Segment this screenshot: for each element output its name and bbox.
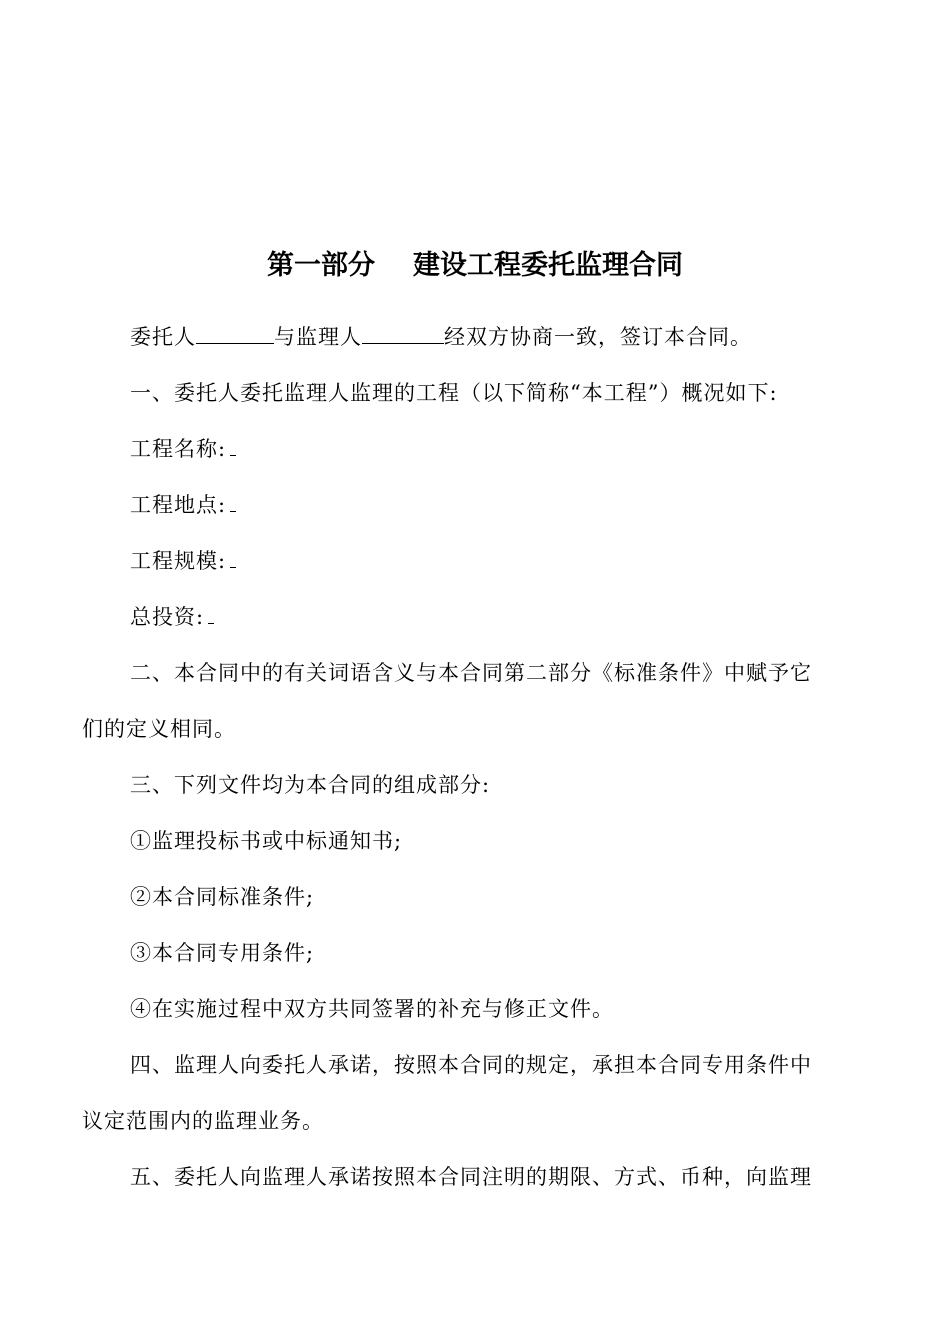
project-name-blank bbox=[230, 435, 236, 456]
clause-5-line-1: 五、委托人向监理人承诺按照本合同注明的期限、方式、币种，向监理 bbox=[130, 1165, 812, 1189]
principal-blank bbox=[196, 323, 274, 344]
supervisor-blank bbox=[362, 323, 444, 344]
clause-2-line-2: 们的定义相同。 bbox=[82, 717, 236, 741]
intro-line bbox=[130, 322, 752, 352]
total-investment-blank bbox=[208, 603, 214, 624]
clause-4-line-1: 四、监理人向委托人承诺，按照本合同的规定，承担本合同专用条件中 bbox=[130, 1053, 812, 1077]
intro-suffix: 经双方协商一致，签订本合同。 bbox=[444, 325, 752, 349]
project-location-label: 工程地点: bbox=[130, 493, 227, 517]
project-name-label: 工程名称: bbox=[130, 437, 227, 461]
project-scale-label: 工程规模: bbox=[130, 549, 227, 573]
title-main: 建设工程委托监理合同 bbox=[413, 250, 683, 281]
field-project-scale bbox=[130, 546, 236, 576]
list-item: ③本合同专用条件; bbox=[130, 941, 315, 965]
list-item: ①监理投标书或中标通知书; bbox=[130, 829, 403, 853]
project-location-blank bbox=[230, 491, 236, 512]
intro-middle: 与监理人 bbox=[274, 325, 362, 349]
clause-2-line-1: 二、本合同中的有关词语含义与本合同第二部分《标准条件》中赋予它 bbox=[130, 661, 812, 685]
title-part: 第一部分 bbox=[267, 250, 375, 281]
document-title bbox=[0, 248, 950, 284]
field-project-location bbox=[130, 490, 236, 520]
list-item: ②本合同标准条件; bbox=[130, 885, 315, 909]
field-project-name bbox=[130, 434, 236, 464]
intro-prefix: 委托人 bbox=[130, 325, 196, 349]
clause-1: 一、委托人委托监理人监理的工程（以下简称“本工程”）概况如下: bbox=[130, 381, 778, 405]
project-scale-blank bbox=[230, 547, 236, 568]
field-total-investment bbox=[130, 602, 214, 632]
clause-4-line-2: 议定范围内的监理业务。 bbox=[82, 1109, 324, 1133]
total-investment-label: 总投资: bbox=[130, 605, 205, 629]
list-item: ④在实施过程中双方共同签署的补充与修正文件。 bbox=[130, 997, 614, 1021]
clause-3: 三、下列文件均为本合同的组成部分: bbox=[130, 773, 491, 797]
